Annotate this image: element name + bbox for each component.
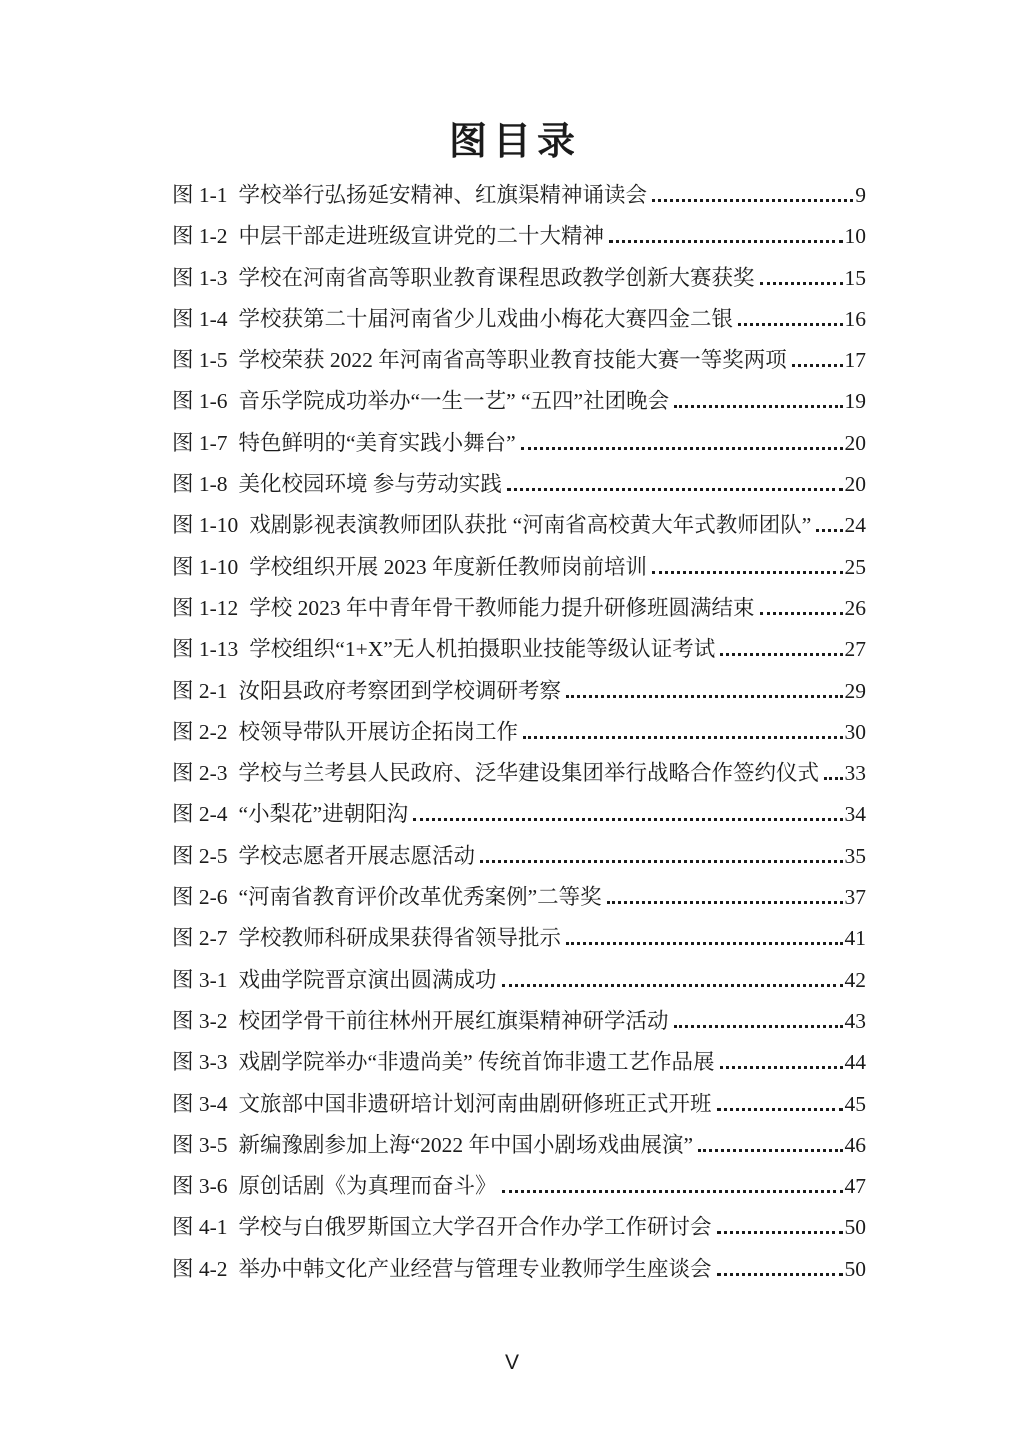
page-ref: 34 bbox=[844, 802, 866, 827]
figure-label: 图 3-3 bbox=[172, 1050, 228, 1075]
figure-label: 图 1-1 bbox=[172, 183, 228, 207]
toc-entry[interactable] bbox=[172, 1125, 866, 1166]
figure-caption: 中层干部走进班级宣讲党的二十大精神 bbox=[238, 224, 605, 249]
figure-caption: 校团学骨干前往林州开展红旗渠精神研学活动 bbox=[238, 1008, 669, 1033]
toc-entry[interactable] bbox=[172, 299, 866, 340]
page-ref: 35 bbox=[844, 843, 866, 868]
figure-caption: 文旅部中国非遗研培计划河南曲剧研修班正式开班 bbox=[238, 1091, 712, 1116]
toc-entry[interactable] bbox=[172, 381, 866, 422]
figure-caption: 原创话剧《为真理而奋斗》 bbox=[238, 1174, 497, 1199]
figure-caption: 学校荣获 2022 年河南省高等职业教育技能大赛一等奖两项 bbox=[238, 348, 787, 373]
figure-caption: 戏剧影视表演教师团队获批 “河南省高校黄大年式教师团队” bbox=[249, 513, 812, 538]
figure-label: 图 2-4 bbox=[172, 802, 228, 827]
toc-entry[interactable] bbox=[172, 258, 866, 299]
figure-caption: 新编豫剧参加上海“2022 年中国小剧场戏曲展演” bbox=[238, 1132, 694, 1157]
figure-label: 图 1-6 bbox=[172, 389, 228, 414]
figure-caption: 学校 2023 年中青年骨干教师能力提升研修班圆满结束 bbox=[249, 595, 755, 620]
dot-leader-icon bbox=[523, 736, 842, 739]
page-ref: 25 bbox=[844, 554, 866, 579]
page-ref: 45 bbox=[844, 1091, 866, 1116]
dot-leader-icon bbox=[502, 1190, 843, 1193]
figure-label: 图 2-1 bbox=[172, 678, 228, 703]
figure-caption: 学校教师科研成果获得省领导批示 bbox=[238, 926, 562, 951]
figure-caption: 戏曲学院晋京演出圆满成功 bbox=[238, 967, 497, 992]
figure-caption: “河南省教育评价改革优秀案例”二等奖 bbox=[238, 885, 602, 910]
figure-label: 图 1-3 bbox=[172, 265, 228, 290]
dot-leader-icon bbox=[652, 571, 842, 574]
dot-leader-icon bbox=[792, 364, 843, 367]
toc-entry[interactable] bbox=[172, 1001, 866, 1042]
page-ref: 47 bbox=[844, 1174, 866, 1199]
page-ref: 43 bbox=[844, 1008, 866, 1033]
figure-caption: 校领导带队开展访企拓岗工作 bbox=[238, 719, 519, 744]
figure-label: 图 1-8 bbox=[172, 472, 228, 497]
dot-leader-icon bbox=[738, 323, 842, 326]
toc-entry[interactable] bbox=[172, 1084, 866, 1125]
dot-leader-icon bbox=[413, 818, 842, 821]
page-ref: 27 bbox=[844, 637, 866, 662]
page-ref: 26 bbox=[844, 595, 866, 620]
figure-caption: 学校在河南省高等职业教育课程思政教学创新大赛获奖 bbox=[238, 265, 755, 290]
dot-leader-icon bbox=[480, 860, 842, 863]
figure-label: 图 4-1 bbox=[172, 1215, 228, 1240]
page-ref: 9 bbox=[855, 183, 866, 207]
dot-leader-icon bbox=[760, 282, 843, 285]
figure-caption: 学校与白俄罗斯国立大学召开合作办学工作研讨会 bbox=[238, 1215, 712, 1240]
toc-entry[interactable] bbox=[172, 918, 866, 959]
toc-entry[interactable] bbox=[172, 1249, 866, 1290]
dot-leader-icon bbox=[521, 447, 843, 450]
toc-entry[interactable] bbox=[172, 588, 866, 629]
dot-leader-icon bbox=[674, 405, 842, 408]
page-ref: 20 bbox=[844, 430, 866, 455]
figure-caption: 学校举行弘扬延安精神、红旗渠精神诵读会 bbox=[238, 183, 648, 207]
page-ref: 16 bbox=[844, 306, 866, 331]
dot-leader-icon bbox=[566, 942, 842, 945]
figure-caption: “小梨花”进朝阳沟 bbox=[238, 802, 409, 827]
dot-leader-icon bbox=[816, 529, 842, 532]
toc-entry[interactable] bbox=[172, 877, 866, 918]
dot-leader-icon bbox=[502, 984, 843, 987]
page-ref: 24 bbox=[844, 513, 866, 538]
page-ref: 50 bbox=[844, 1256, 866, 1281]
page-ref: 50 bbox=[844, 1215, 866, 1240]
toc-entry[interactable] bbox=[172, 753, 866, 794]
page-number-footer: V bbox=[504, 1351, 519, 1374]
toc-entry[interactable] bbox=[172, 629, 866, 670]
figure-label: 图 3-6 bbox=[172, 1174, 228, 1199]
figure-label: 图 1-12 bbox=[172, 595, 239, 620]
page-ref: 46 bbox=[844, 1132, 866, 1157]
page-ref: 41 bbox=[844, 926, 866, 951]
toc-entry[interactable] bbox=[172, 464, 866, 505]
dot-leader-icon bbox=[566, 695, 842, 698]
figure-label: 图 2-7 bbox=[172, 926, 228, 951]
page-ref: 44 bbox=[844, 1050, 866, 1075]
toc-entry[interactable] bbox=[172, 1042, 866, 1083]
figure-caption: 学校与兰考县人民政府、泛华建设集团举行战略合作签约仪式 bbox=[238, 761, 820, 786]
dot-leader-icon bbox=[609, 240, 842, 243]
figure-label: 图 3-4 bbox=[172, 1091, 228, 1116]
toc-entry[interactable] bbox=[172, 671, 866, 712]
toc-entry[interactable] bbox=[172, 505, 866, 546]
toc-entry[interactable] bbox=[172, 1166, 866, 1207]
figure-label: 图 2-6 bbox=[172, 885, 228, 910]
toc-entry[interactable] bbox=[172, 340, 866, 381]
page-ref: 10 bbox=[844, 224, 866, 249]
figure-caption: 举办中韩文化产业经营与管理专业教师学生座谈会 bbox=[238, 1256, 712, 1281]
page-ref: 19 bbox=[844, 389, 866, 414]
page-ref: 37 bbox=[844, 885, 866, 910]
figure-caption: 汝阳县政府考察团到学校调研考察 bbox=[238, 678, 562, 703]
figure-label: 图 1-4 bbox=[172, 306, 228, 331]
dot-leader-icon bbox=[717, 1273, 843, 1276]
figure-label: 图 1-2 bbox=[172, 224, 228, 249]
toc-entry[interactable] bbox=[172, 794, 866, 835]
dot-leader-icon bbox=[824, 777, 842, 780]
toc-entry[interactable] bbox=[172, 423, 866, 464]
page-ref: 15 bbox=[844, 265, 866, 290]
figure-caption: 学校组织“1+X”无人机拍摄职业技能等级认证考试 bbox=[249, 637, 716, 662]
figure-caption: 特色鲜明的“美育实践小舞台” bbox=[238, 430, 516, 455]
dot-leader-icon bbox=[717, 1231, 843, 1234]
toc-entry[interactable] bbox=[172, 547, 866, 588]
figure-label: 图 3-1 bbox=[172, 967, 228, 992]
dot-leader-icon bbox=[760, 612, 843, 615]
figure-label: 图 2-3 bbox=[172, 761, 228, 786]
dot-leader-icon bbox=[720, 653, 842, 656]
figure-label: 图 3-2 bbox=[172, 1008, 228, 1033]
dot-leader-icon bbox=[717, 1108, 843, 1111]
toc-entry[interactable] bbox=[172, 960, 866, 1001]
dot-leader-icon bbox=[720, 1066, 843, 1069]
page-ref: 42 bbox=[844, 967, 866, 992]
toc-entry[interactable] bbox=[172, 175, 866, 216]
figure-label: 图 2-2 bbox=[172, 719, 228, 744]
figure-caption: 学校组织开展 2023 年度新任教师岗前培训 bbox=[249, 554, 648, 579]
dot-leader-icon bbox=[652, 199, 853, 202]
figure-label: 图 1-7 bbox=[172, 430, 228, 455]
toc-entry[interactable] bbox=[172, 1207, 866, 1248]
toc-entry[interactable] bbox=[172, 216, 866, 257]
figure-caption: 学校志愿者开展志愿活动 bbox=[238, 843, 476, 868]
page-ref: 33 bbox=[844, 761, 866, 786]
page-ref: 30 bbox=[844, 719, 866, 744]
figure-toc-list bbox=[172, 175, 866, 1290]
figure-label: 图 1-10 bbox=[172, 554, 239, 579]
toc-entry[interactable] bbox=[172, 836, 866, 877]
page-ref: 29 bbox=[844, 678, 866, 703]
figure-caption: 音乐学院成功举办“一生一艺” “五四”社团晚会 bbox=[238, 389, 670, 414]
dot-leader-icon bbox=[507, 488, 843, 491]
toc-entry[interactable] bbox=[172, 712, 866, 753]
page-ref: 20 bbox=[844, 472, 866, 497]
figure-label: 图 3-5 bbox=[172, 1132, 228, 1157]
dot-leader-icon bbox=[674, 1025, 843, 1028]
figure-caption: 学校获第二十届河南省少儿戏曲小梅花大赛四金二银 bbox=[238, 306, 734, 331]
figure-caption: 美化校园环境 参与劳动实践 bbox=[238, 472, 502, 497]
dot-leader-icon bbox=[698, 1149, 842, 1152]
figure-label: 图 1-5 bbox=[172, 348, 228, 373]
figure-label: 图 1-13 bbox=[172, 637, 239, 662]
page-title: 图目录 bbox=[448, 121, 581, 163]
figure-label: 图 4-2 bbox=[172, 1256, 228, 1281]
figure-label: 图 2-5 bbox=[172, 843, 228, 868]
dot-leader-icon bbox=[607, 901, 843, 904]
figure-label: 图 1-10 bbox=[172, 513, 239, 538]
page-ref: 17 bbox=[844, 348, 866, 373]
figure-caption: 戏剧学院举办“非遗尚美” 传统首饰非遗工艺作品展 bbox=[238, 1050, 715, 1075]
